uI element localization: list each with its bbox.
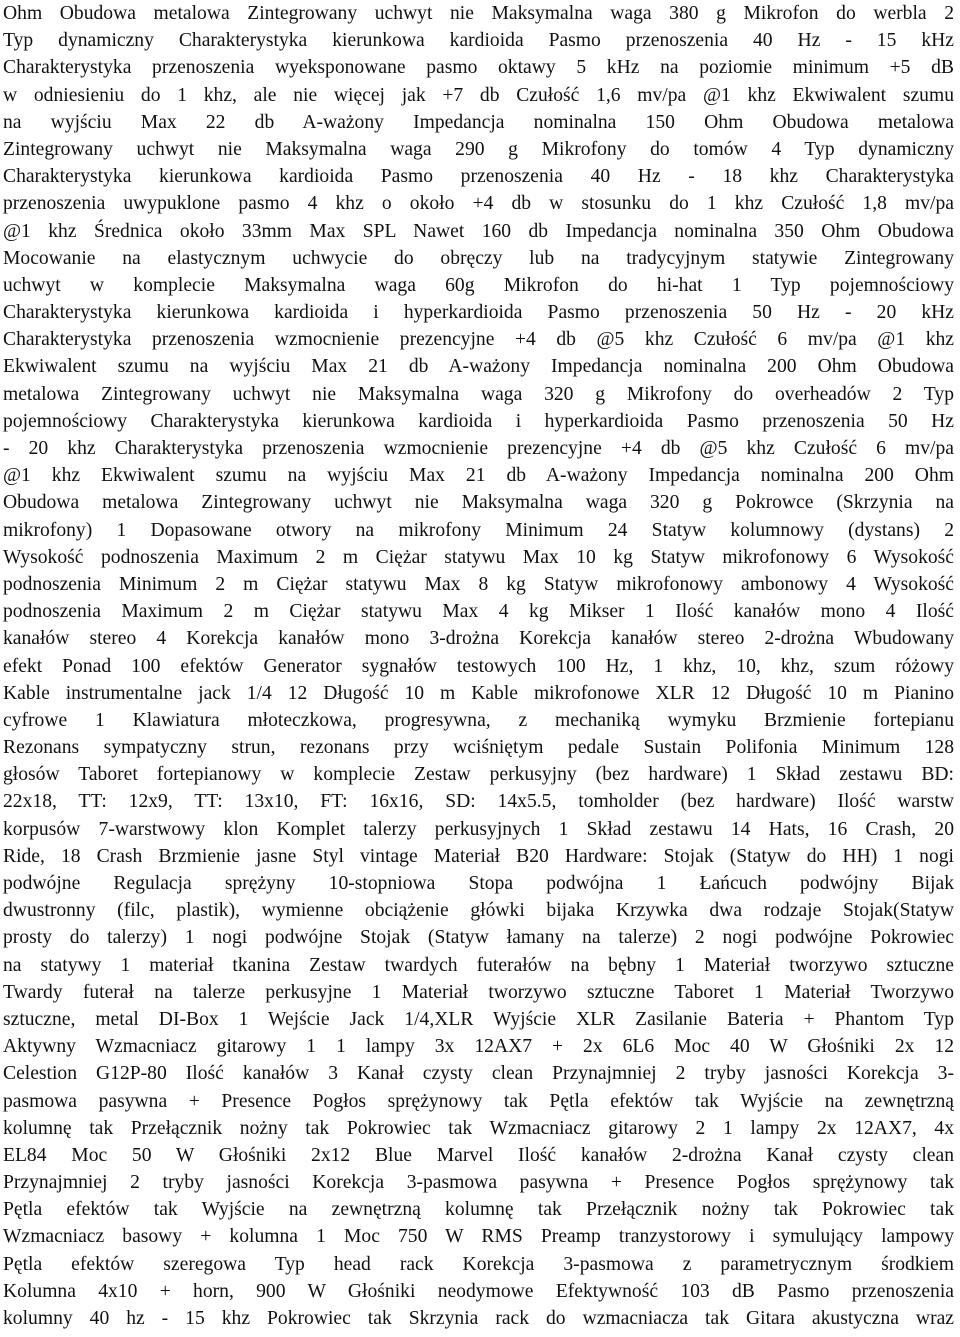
text-line: Ekwiwalent szumu na wyjściu Max 21 db A-ważony Impedancja nominalna 200 Ohm Obudowa (3, 356, 954, 378)
text-line: na statywy 1 materiał tkanina Zestaw twardych futerałów na bębny 1 Materiał tworzywo sztuczne (3, 954, 954, 976)
text-line: w odniesieniu do 1 khz, ale nie więcej jak +7 db Czułość 1,6 mv/pa @1 khz Ekwiwalent szumu (3, 84, 954, 106)
text-line: prosty do talerzy) 1 nogi podwójne Stojak (Statyw łamany na talerze) 2 nogi podwójne Pokrowiec (3, 927, 954, 949)
text-line: Mocowanie na elastycznym uchwycie do obręczy lub na tradycyjnym statywie Zintegrowany (3, 247, 954, 269)
text-line: kanałów stereo 4 Korekcja kanałów mono 3-drożna Korekcja kanałów stereo 2-drożna Wbudowany (3, 628, 954, 650)
text-line: Pętla efektów tak Wyjście na zewnętrzną kolumnę tak Przełącznik nożny tak Pokrowiec tak (3, 1199, 954, 1221)
text-line: Ride, 18 Crash Brzmienie jasne Styl vintage Materiał B20 Hardware: Stojak (Statyw do HH) 1 nogi (3, 845, 954, 867)
text-line: korpusów 7-warstwowy klon Komplet talerzy perkusyjnych 1 Skład zestawu 14 Hats, 16 Crash, 20 (3, 818, 954, 840)
text-line: Charakterystyka przenoszenia wyeksponowane pasmo oktawy 5 kHz na poziomie minimum +5 dB (3, 57, 954, 79)
text-line: podnoszenia Minimum 2 m Ciężar statywu Max 8 kg Statyw mikrofonowy ambonowy 4 Wysokość (3, 573, 954, 595)
text-line: Pętla efektów szeregowa Typ head rack Korekcja 3-pasmowa z parametrycznym środkiem (3, 1253, 954, 1275)
text-line: 22x18, TT: 12x9, TT: 13x10, FT: 16x16, SD: 14x5.5, tomholder (bez hardware) Ilość warstw (3, 791, 954, 813)
text-line: Przynajmniej 2 tryby jasności Korekcja 3-pasmowa pasywna + Presence Pogłos sprężynowy tak (3, 1172, 954, 1194)
text-line: Rezonans sympatyczny strun, rezonans przy wciśniętym pedale Sustain Polifonia Minimum 128 (3, 737, 954, 759)
text-line: cyfrowe 1 Klawiatura młoteczkowa, progresywna, z mechaniką wymyku Brzmienie fortepianu (3, 709, 954, 731)
text-line: podwójne Regulacja sprężyny 10-stopniowa Stopa podwójna 1 Łańcuch podwójny Bijak (3, 873, 954, 894)
text-line: na wyjściu Max 22 db A-ważony Impedancja nominalna 150 Ohm Obudowa metalowa (3, 111, 954, 133)
text-line: kolumny 40 hz - 15 khz Pokrowiec tak Skrzynia rack do wzmacniacza tak Gitara akustyczna wraz (3, 1308, 954, 1329)
text-line: sztuczne, metal DI-Box 1 Wejście Jack 1/4,XLR Wyjście XLR Zasilanie Bateria + Phantom Typ (3, 1008, 954, 1030)
text-line: Wzmacniacz basowy + kolumna 1 Moc 750 W RMS Preamp tranzystorowy i symulujący lampowy (3, 1226, 954, 1248)
text-line: metalowa Zintegrowany uchwyt nie Maksymalna waga 320 g Mikrofony do overheadów 2 Typ (3, 383, 954, 405)
text-line: podnoszenia Maximum 2 m Ciężar statywu Max 4 kg Mikser 1 Ilość kanałów mono 4 Ilość (3, 601, 954, 623)
text-line: Ohm Obudowa metalowa Zintegrowany uchwyt nie Maksymalna waga 380 g Mikrofon do werbla 2 (3, 3, 954, 24)
text-line: @1 khz Ekwiwalent szumu na wyjściu Max 21 db A-ważony Impedancja nominalna 200 Ohm (3, 465, 954, 487)
text-line: Aktywny Wzmacniacz gitarowy 1 1 lampy 3x 12AX7 + 2x 6L6 Moc 40 W Głośniki 2x 12 (3, 1036, 954, 1058)
text-line: Typ dynamiczny Charakterystyka kierunkowa kardioida Pasmo przenoszenia 40 Hz - 15 kHz (3, 30, 954, 52)
text-line: Twardy futerał na talerze perkusyjne 1 Materiał tworzywo sztuczne Taboret 1 Materiał Tworzywo (3, 981, 954, 1003)
text-line: EL84 Moc 50 W Głośniki 2x12 Blue Marvel Ilość kanałów 2-drożna Kanał czysty clean (3, 1144, 954, 1166)
text-line: Kolumna 4x10 + horn, 900 W Głośniki neodymowe Efektywność 103 dB Pasmo przenoszenia (3, 1280, 954, 1302)
text-line: uchwyt w komplecie Maksymalna waga 60g Mikrofon do hi-hat 1 Typ pojemnościowy (3, 274, 954, 296)
text-line: pasmowa pasywna + Presence Pogłos sprężynowy tak Pętla efektów tak Wyjście na zewnętrzną (3, 1090, 954, 1112)
text-line: Kable instrumentalne jack 1/4 12 Długość 10 m Kable mikrofonowe XLR 12 Długość 10 m Pianino (3, 682, 954, 704)
text-line: efekt Ponad 100 efektów Generator sygnałów testowych 100 Hz, 1 khz, 10, khz, szum różowy (3, 655, 954, 677)
text-line: Zintegrowany uchwyt nie Maksymalna waga 290 g Mikrofony do tomów 4 Typ dynamiczny (3, 138, 954, 160)
text-line: Wysokość podnoszenia Maximum 2 m Ciężar statywu Max 10 kg Statyw mikrofonowy 6 Wysokość (3, 546, 954, 568)
text-line: Charakterystyka przenoszenia wzmocnienie prezencyjne +4 db @5 khz Czułość 6 mv/pa @1 khz (3, 329, 954, 351)
text-line: głosów Taboret fortepianowy w komplecie Zestaw perkusyjny (bez hardware) 1 Skład zestawu BD: (3, 764, 954, 786)
text-line: Obudowa metalowa Zintegrowany uchwyt nie Maksymalna waga 320 g Pokrowce (Skrzynia na (3, 492, 954, 514)
text-line: pojemnościowy Charakterystyka kierunkowa kardioida i hyperkardioida Pasmo przenoszenia 50 Hz (3, 410, 954, 432)
text-line: przenoszenia uwypuklone pasmo 4 khz o około +4 db w stosunku do 1 khz Czułość 1,8 mv/pa (3, 193, 954, 215)
text-line: Charakterystyka kierunkowa kardioida i hyperkardioida Pasmo przenoszenia 50 Hz - 20 kHz (3, 302, 954, 324)
text-line: dwustronny (filc, plastik), wymienne obciążenie główki bijaka Krzywka dwa rodzaje Stojak(Statyw (3, 900, 954, 922)
text-line: mikrofony) 1 Dopasowane otwory na mikrofony Minimum 24 Statyw kolumnowy (dystans) 2 (3, 519, 954, 541)
text-line: - 20 khz Charakterystyka przenoszenia wzmocnienie prezencyjne +4 db @5 khz Czułość 6 mv/pa (3, 438, 954, 459)
text-line: Celestion G12P-80 Ilość kanałów 3 Kanał czysty clean Przynajmniej 2 tryby jasności Korekcja 3- (3, 1063, 954, 1085)
text-line: kolumnę tak Przełącznik nożny tak Pokrowiec tak Wzmacniacz gitarowy 2 1 lampy 2x 12AX7, 4x (3, 1117, 954, 1139)
text-line: @1 khz Średnica około 33mm Max SPL Nawet 160 db Impedancja nominalna 350 Ohm Obudowa (3, 220, 954, 242)
text-line: Charakterystyka kierunkowa kardioida Pasmo przenoszenia 40 Hz - 18 khz Charakterystyka (3, 166, 954, 188)
